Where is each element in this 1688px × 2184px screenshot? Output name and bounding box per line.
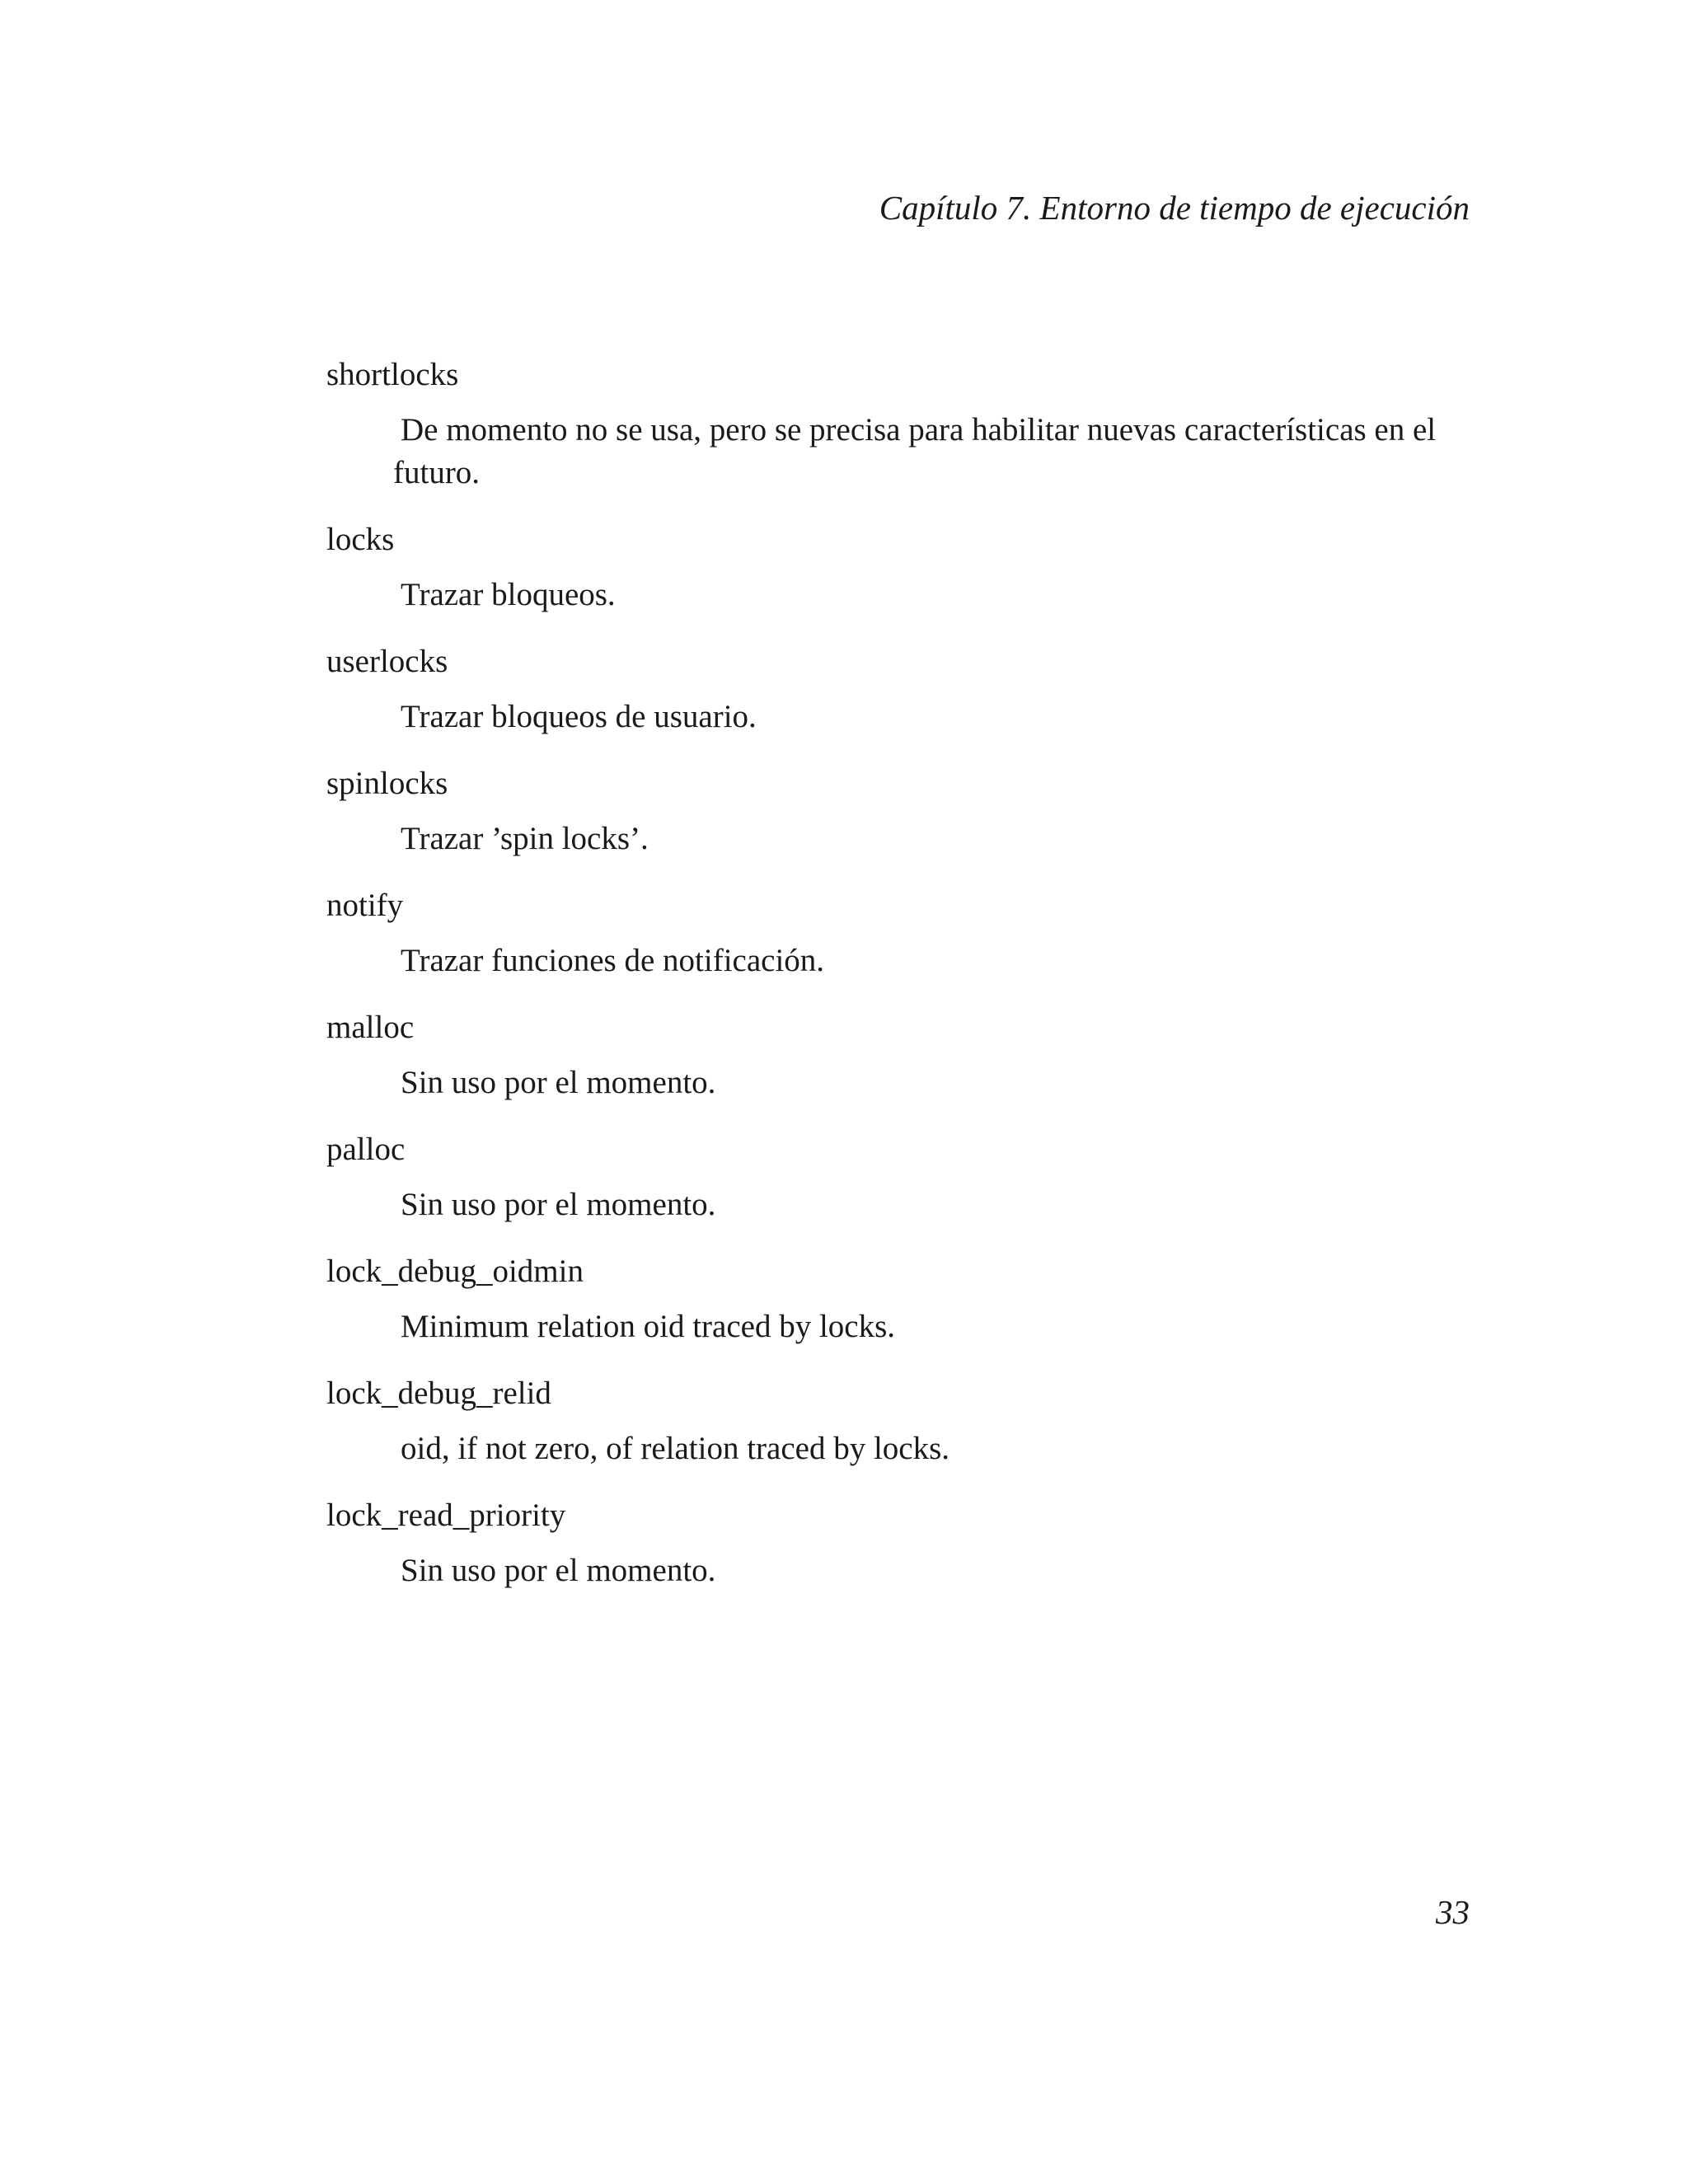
term: lock_debug_oidmin — [326, 1254, 584, 1289]
term: userlocks — [326, 644, 448, 679]
list-item — [326, 1129, 1472, 1226]
list-item — [326, 641, 1472, 738]
list-item — [326, 1373, 1472, 1470]
term: locks — [326, 522, 395, 557]
definition: Sin uso por el momento. — [401, 1553, 716, 1588]
definition: Sin uso por el momento. — [401, 1187, 716, 1222]
term: notify — [326, 888, 404, 923]
list-item — [326, 519, 1472, 616]
definition-list — [326, 354, 1472, 1617]
list-item — [326, 1251, 1472, 1348]
list-item — [326, 763, 1472, 860]
definition: oid, if not zero, of relation traced by locks. — [401, 1431, 950, 1466]
definition: Trazar bloqueos. — [401, 577, 616, 612]
term: spinlocks — [326, 766, 448, 801]
term: palloc — [326, 1132, 406, 1167]
list-item — [326, 1495, 1472, 1592]
definition: Trazar bloqueos de usuario. — [401, 699, 757, 734]
definition: Trazar ’spin locks’. — [401, 821, 649, 856]
list-item — [326, 1007, 1472, 1104]
definition: De momento no se usa, pero se precisa para habilitar nuevas características en el futuro. — [393, 412, 1437, 490]
term: lock_debug_relid — [326, 1376, 551, 1411]
page-number: 33 — [1436, 1893, 1470, 1931]
term: malloc — [326, 1010, 415, 1045]
definition: Sin uso por el momento. — [401, 1065, 716, 1100]
term: lock_read_priority — [326, 1497, 566, 1533]
definition: Trazar funciones de notificación. — [401, 943, 825, 978]
list-item — [326, 885, 1472, 982]
term: shortlocks — [326, 357, 459, 392]
definition: Minimum relation oid traced by locks. — [401, 1309, 896, 1344]
list-item — [326, 354, 1472, 494]
running-header: Capítulo 7. Entorno de tiempo de ejecución — [879, 189, 1470, 227]
